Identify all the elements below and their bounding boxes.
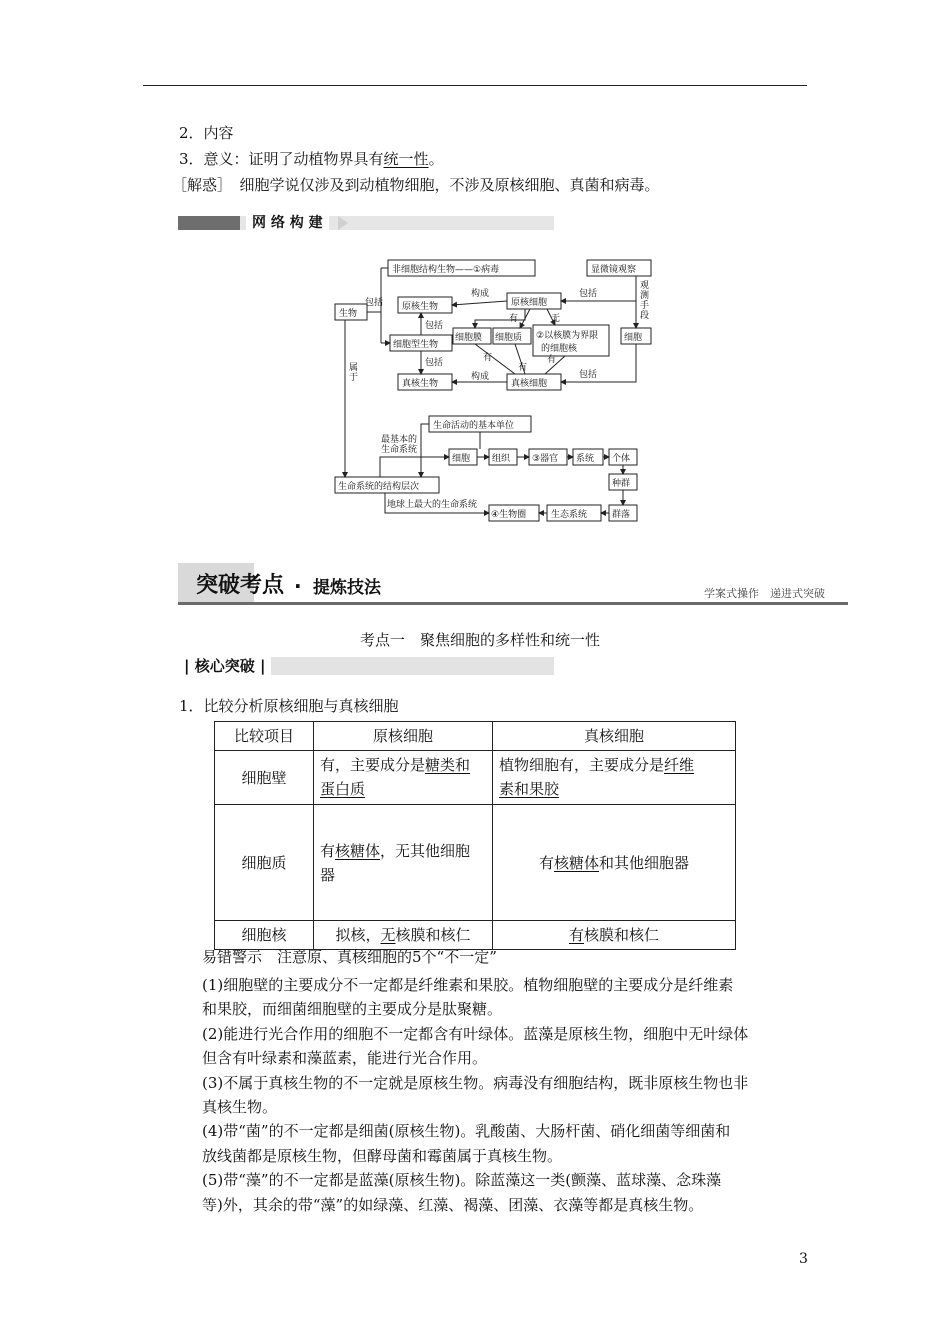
text: 植物细胞有，主要成分是 — [499, 756, 665, 774]
label-belong-1: 属 — [349, 363, 359, 373]
text: 器 — [320, 865, 336, 884]
eukaryote-wall — [493, 751, 736, 805]
prokaryote-nucleus — [314, 921, 493, 950]
network-title: 网 络 构 建 — [246, 212, 329, 234]
label-has-2: 有 — [483, 353, 493, 363]
label-has-4: 有 — [547, 355, 557, 365]
table-row — [215, 805, 736, 921]
text: 有 — [320, 841, 336, 860]
label-cellular-organism: 细胞型生物 — [393, 340, 439, 350]
warning-list — [202, 973, 748, 1217]
text: 核膜和核仁 — [584, 926, 660, 944]
page-number: 3 — [799, 1251, 808, 1267]
label-include-2: 包括 — [579, 289, 598, 299]
clarification-line: ［解惑］ 细胞学说仅涉及到动植物细胞，不涉及原核细胞、真菌和病毒。 — [172, 176, 660, 194]
label-level-system: 系统 — [576, 454, 595, 464]
concept-map — [325, 250, 665, 530]
label-level-ecosystem: 生态系统 — [551, 510, 588, 520]
significance-line — [179, 149, 444, 169]
label-include-1: 包括 — [365, 298, 384, 308]
label-eukaryote: 真核生物 — [402, 379, 439, 389]
warning-line: (2)能进行光合作用的细胞不一定都含有叶绿体。蓝藻是原核生物，细胞中无叶绿体 — [202, 1024, 749, 1043]
underlined-text: 核糖体 — [335, 841, 381, 860]
underlined-text: 纤维 — [664, 756, 695, 774]
label-observe-1: 观 — [640, 281, 650, 291]
label-prokaryotic-cell: 原核细胞 — [511, 298, 548, 308]
core-bar-right-icon: | — [259, 657, 266, 675]
label-belong-2: 于 — [349, 373, 359, 383]
underlined-text: 有 — [568, 926, 584, 944]
label-cytoplasm: 细胞质 — [495, 333, 523, 343]
table-row — [215, 921, 736, 950]
network-title-dark — [178, 216, 240, 230]
underlined-text: 蛋白质 — [320, 780, 366, 798]
underlined-text: 核糖体 — [553, 853, 599, 872]
underlined-text: 糖类和 — [425, 756, 471, 774]
label-level-cell: 细胞 — [452, 454, 471, 464]
label-organism: 生物 — [339, 309, 358, 319]
significance-end: 。 — [428, 150, 444, 168]
text: 拟核， — [335, 926, 381, 944]
label-nucleus-1: ②以核膜为界限 — [536, 331, 599, 341]
row-label: 细胞壁 — [215, 751, 314, 805]
label-none: 无 — [551, 314, 561, 324]
text: 核膜和核仁 — [395, 926, 471, 944]
label-level-biosphere: ④生物圈 — [491, 510, 527, 520]
warning-line: (1)细胞壁的主要成分不一定都是纤维素和果胶。植物细胞壁的主要成分是纤维素 — [202, 976, 734, 994]
warning-line: 放线菌都是原核生物，但酵母菌和霉菌属于真核生物。 — [202, 1146, 563, 1165]
banner-sub: 提炼技法 — [313, 578, 381, 598]
eukaryote-cytoplasm — [493, 805, 736, 921]
label-level-tissue: 组织 — [492, 454, 511, 464]
table-row — [215, 751, 736, 805]
label-eukaryotic-cell: 真核细胞 — [511, 379, 548, 389]
warning-title: 易错警示 注意原、真核细胞的5个“不一定” — [202, 948, 497, 966]
label-nucleus-2: 的细胞核 — [541, 344, 578, 354]
label-observe-3: 手 — [640, 301, 650, 311]
row-label: 细胞质 — [215, 805, 314, 921]
label-prokaryote: 原核生物 — [402, 302, 439, 312]
header-rule — [143, 85, 807, 86]
warning-line: 但含有叶绿素和藻蓝素，能进行光合作用。 — [202, 1049, 488, 1068]
label-level-individual: 个体 — [612, 454, 631, 464]
label-compose-1: 构成 — [471, 289, 490, 299]
text: 有，主要成分是 — [320, 756, 426, 774]
label-observe-4: 段 — [640, 311, 650, 321]
label-level-organ: ③器官 — [532, 454, 559, 464]
table-header-cell: 真核细胞 — [493, 722, 736, 751]
label-cell: 细胞 — [624, 333, 643, 343]
table-header-row — [215, 722, 736, 751]
banner-rule — [178, 602, 848, 605]
significance-text: 3．意义：证明了动植物界具有 — [179, 150, 384, 168]
label-largest-system: 地球上最大的生命系统 — [387, 500, 478, 510]
core-title-text: 核心突破 — [194, 657, 255, 675]
warning-line: 等)外，其余的带“藻”的如绿藻、红藻、褐藻、团藻、衣藻等都是真核生物。 — [202, 1195, 704, 1214]
table-header-cell: 比较项目 — [215, 722, 314, 751]
table-header-cell: 原核细胞 — [314, 722, 493, 751]
eukaryote-nucleus — [493, 921, 736, 950]
label-include-5: 包括 — [579, 370, 598, 380]
banner-dot: · — [294, 574, 302, 598]
comparison-table — [214, 721, 736, 950]
label-observe-2: 测 — [640, 291, 650, 301]
label-noncell: 非细胞结构生物——①病毒 — [392, 265, 500, 275]
content-line: 2．内容 — [179, 124, 234, 142]
text: 和其他细胞器 — [599, 853, 690, 872]
warning-line: (4)带“菌”的不一定都是细菌(原核生物)。乳酸菌、大肠杆菌、硝化细菌等细菌和 — [202, 1122, 731, 1141]
label-membrane: 细胞膜 — [455, 333, 483, 343]
network-title-arrow-icon — [338, 216, 348, 230]
topic-title: 考点一 聚焦细胞的多样性和统一性 — [360, 631, 601, 649]
warning-line: 和果胶，而细菌细胞壁的主要成分是肽聚糖。 — [202, 1000, 503, 1019]
prokaryote-wall — [314, 751, 493, 805]
warning-line: (5)带“藻”的不一定都是蓝藻(原核生物)。除蓝藻这一类(颤藻、蓝球藻、念珠藻 — [202, 1171, 722, 1190]
label-life-system-levels: 生命系统的结构层次 — [338, 482, 420, 492]
text: 有 — [538, 853, 554, 872]
label-microscope: 显微镜观察 — [591, 265, 637, 275]
significance-underlined: 统一性 — [383, 150, 429, 168]
compare-title: 1．比较分析原核细胞与真核细胞 — [179, 697, 399, 715]
row-label: 细胞核 — [215, 921, 314, 950]
prokaryote-cytoplasm — [314, 805, 493, 921]
label-include-3: 包括 — [425, 321, 444, 331]
text: ，无其他细胞 — [380, 841, 471, 860]
label-level-population: 种群 — [612, 479, 631, 489]
warning-line: (3)不属于真核生物的不一定就是原核生物。病毒没有细胞结构，既非原核生物也非 — [202, 1073, 749, 1092]
underlined-text: 无 — [380, 926, 396, 944]
label-include-4: 包括 — [425, 358, 444, 368]
label-has-1: 有 — [509, 314, 519, 324]
core-title — [178, 656, 271, 676]
label-has-3: 有 — [518, 363, 528, 373]
core-bar-left-icon: | — [184, 657, 190, 675]
label-basic-unit: 生命活动的基本单位 — [433, 421, 515, 431]
warning-line: 真核生物。 — [202, 1098, 278, 1117]
label-level-community: 群落 — [612, 510, 631, 520]
banner-main: 突破考点 — [196, 573, 285, 598]
label-compose-2: 构成 — [471, 372, 490, 382]
label-most-basic-1: 最基本的 — [381, 435, 418, 445]
banner-right: 学案式操作 递进式突破 — [704, 587, 825, 600]
underlined-text: 素和果胶 — [499, 780, 560, 798]
label-most-basic-2: 生命系统 — [381, 445, 418, 455]
